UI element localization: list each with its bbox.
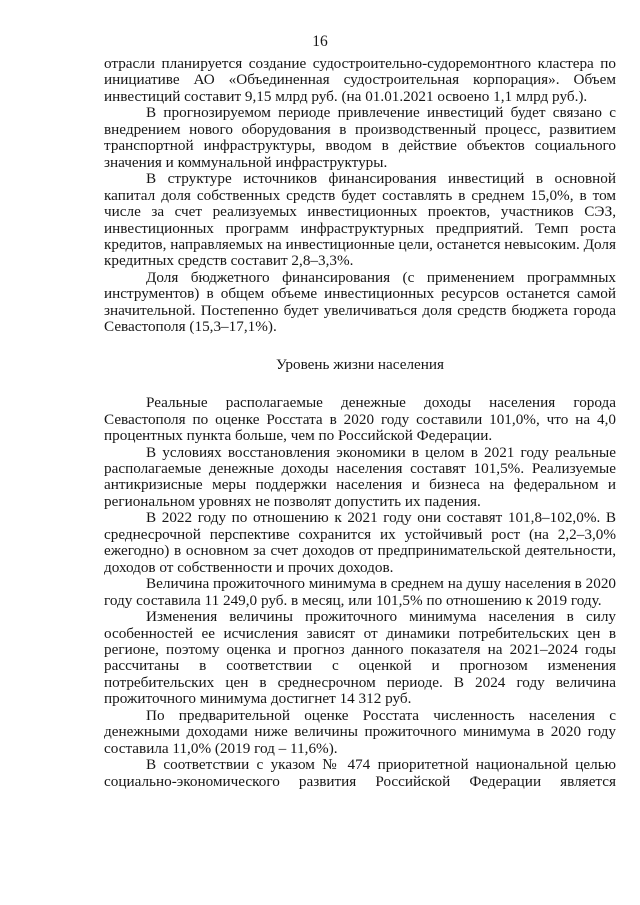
page-number: 16 [312, 33, 328, 50]
paragraph: Величина прожиточного минимума в среднем на душу населения в 2020 году составила 11 249,0 руб. в месяц, или 101,5% по отношению к 2019 году. [104, 575, 617, 609]
paragraph: В 2022 году по отношению к 2021 году они составят 101,8–102,0%. В среднесрочной перспективе сохранится их устойчивый рост (на 2,2–3,0% ежегодно) в основном за счет доходов от предпринимательской деятельности, доходов от собственности и прочих доходов. [104, 509, 616, 576]
paragraph: отрасли планируется создание судостроительно-судоремонтного кластера по инициативе АО «Объединенная судостроительная корпорация». Объем инвестиций составит 9,15 млрд руб. (на 01.01.2021 освоено 1,1 млрд руб.). [104, 55, 616, 105]
document-body [104, 56, 616, 790]
paragraph: В прогнозируемом периоде привлечение инвестиций будет связано с внедрением нового оборудования в производственный процесс, развитием транспортной инфраструктуры, вводом в действие объектов социального значения и коммунальной инфраструктуры. [104, 104, 616, 171]
paragraph: По предварительной оценке Росстата численность населения с денежными доходами ниже величины прожиточного минимума в 2020 году составила 11,0% (2019 год – 11,6%). [104, 706, 616, 757]
paragraph: В условиях восстановления экономики в целом в 2021 году реальные располагаемые денежные доходы населения составят 101,5%. Реализуемые антикризисные меры поддержки населения и бизнеса на федеральном и региональном уровнях не позволят допустить их падения. [104, 443, 616, 510]
paragraph: В структуре источников финансирования инвестиций в основной капитал доля собственных средств будет составлять в среднем 15,0%, в том числе за счет реализуемых инвестиционных проектов, участников СЭЗ, инвестиционных программ инфраструктурных предприятий. Темп роста кредитов, направляемых на инвестиционные цели, останется невысоким. Доля кредитных средств составит 2,8–3,3%. [104, 170, 616, 270]
paragraph: В соответствии с указом № 474 приоритетной национальной целью социально-экономического развития Российской Федерации является [104, 756, 616, 790]
section-heading: Уровень жизни населения [275, 355, 445, 373]
paragraph: Реальные располагаемые денежные доходы населения города Севастополя по оценке Росстата в 2020 году составили 101,0%, что на 4,0 процентных пункта больше, чем по Российской Федерации. [104, 394, 616, 445]
paragraph: Изменения величины прожиточного минимума населения в силу особенностей ее исчисления зависят от динамики потребительских цен в регионе, поэтому оценка и прогноз данного показателя на 2021–2024 годы рассчитаны в соответствии с оценкой и прогнозом изменения потребительских цен в среднесрочном периоде. В 2024 году величина прожиточного минимума достигнет 14 312 руб. [104, 608, 616, 708]
paragraph: Доля бюджетного финансирования (с применением программных инструментов) в общем объеме инвестиционных ресурсов останется самой значительной. Постепенно будет увеличиваться доля средств бюджета города Севастополя (15,3–17,1%). [104, 268, 616, 336]
